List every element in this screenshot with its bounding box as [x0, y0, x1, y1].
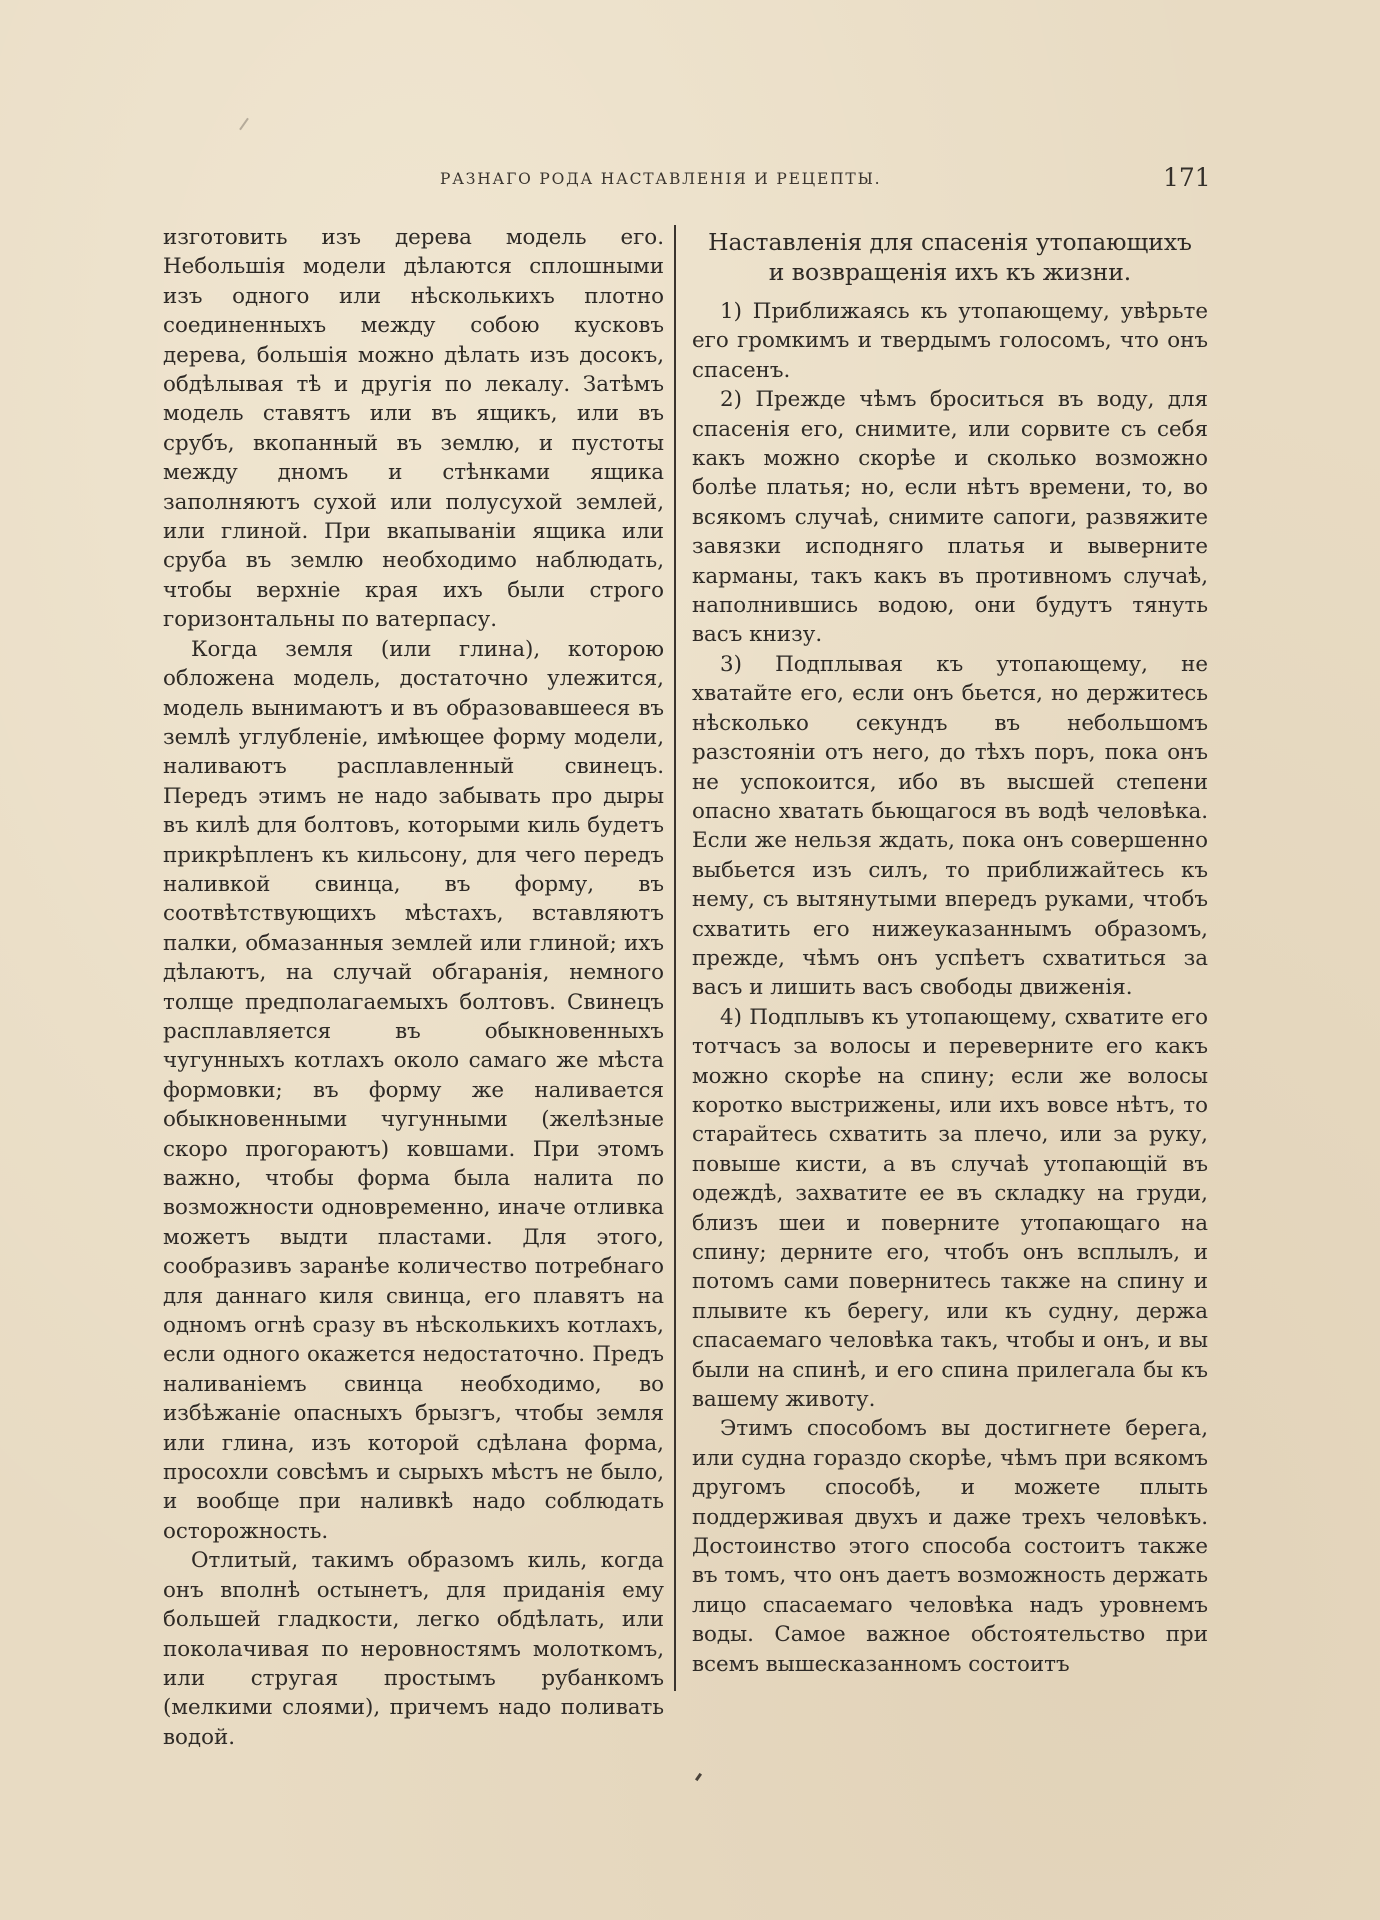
paragraph: 2) Прежде чѣмъ броситься въ воду, для спасенія его, снимите, или сорвите съ себя какъ можно скорѣе и сколько возможно болѣе платья; но, если нѣтъ времени, то, во всякомъ случаѣ, снимите сапоги, развяжите завязки исподняго платья и выверните карманы, такъ какъ въ противномъ случаѣ, наполнившись водою, они будутъ тянуть васъ книзу.: [692, 387, 1208, 648]
paragraph: 4) Подплывъ къ утопающему, схватите его тотчасъ за волосы и переверните его какъ можно скорѣе на спину; если же волосы коротко выстрижены, или ихъ вовсе нѣтъ, то старайтесь схватить за плечо, или за руку, повыше кисти, а въ случаѣ утопающій въ одеждѣ, захватите ее въ складку на груди, близъ шеи и поверните утопающаго на спину; дерните его, чтобъ онъ всплылъ, и потомъ сами повернитесь также на спину и плывите къ берегу, или къ судну, держа спасаемаго человѣка такъ, чтобы и онъ, и вы были на спинѣ, и его спина прилегала бы къ вашему животу.: [692, 1004, 1208, 1413]
page-number: 171: [1163, 163, 1211, 192]
paragraph: изготовить изъ дерева модель его. Небольшія модели дѣлаются сплошными изъ одного или нѣсколькихъ плотно соединенныхъ между собою кусковъ дерева, большія можно дѣлать изъ досокъ, обдѣлывая тѣ и другія по лекалу. Затѣмъ модель ставятъ или въ ящикъ, или въ срубъ, вкопанный въ землю, и пустоты между дномъ и стѣнками ящика заполняютъ сухой или полусухой землей, или глиной. При вкапываніи ящика или сруба въ землю необходимо наблюдать, чтобы верхніе края ихъ были строго горизонтальны по ватерпасу.: [163, 225, 664, 633]
paragraph: Этимъ способомъ вы достигнете берега, или судна гораздо скорѣе, чѣмъ при всякомъ другомъ способѣ, и можете плыть поддерживая двухъ и даже трехъ человѣкъ. Достоинство этого способа состоитъ также въ томъ, что онъ даетъ возможность держать лицо спасаемаго человѣка надъ уровнемъ воды. Самое важное обстоятельство при всемъ вышесказанномъ состоитъ: [692, 1416, 1208, 1677]
paragraph: Когда земля (или глина), которою обложена модель, достаточно улежится, модель вынимаютъ и въ образовавшееся въ землѣ углубленіе, имѣющее форму модели, наливаютъ расплавленный свинецъ. Передъ этимъ не надо забывать про дыры въ килѣ для болтовъ, которыми киль будетъ прикрѣпленъ къ кильсону, для чего передъ наливкой свинца, въ форму, въ соотвѣтствующихъ мѣстахъ, вставляютъ палки, обмазанныя землей или глиной; ихъ дѣлаютъ, на случай обгаранія, немного толще предполагаемыхъ болтовъ. Свинецъ расплавляется въ обыкновенныхъ чугунныхъ котлахъ около самаго же мѣста формовки; въ форму же наливается обыкновенными чугунными (желѣзные скоро прогораютъ) ковшами. При этомъ важно, чтобы форма была налита по возможности одновременно, иначе отливка можетъ выдти пластами. Для этого, сообразивъ заранѣе количество потребнаго для даннаго киля свинца, его плавятъ на одномъ огнѣ сразу въ нѣсколькихъ котлахъ, если одного окажется недостаточно. Предъ наливаніемъ свинца необходимо, во избѣжаніе опасныхъ брызгъ, чтобы земля или глина, изъ которой сдѣлана форма, просохли совсѣмъ и сырыхъ мѣстъ не было, и вообще при наливкѣ надо соблюдать осторожность.: [163, 636, 664, 1544]
section-heading: [692, 227, 1208, 287]
right-column: [692, 223, 1208, 1679]
left-column: [163, 223, 664, 1752]
column-divider: [674, 225, 676, 1691]
section-heading-line: Наставленія для спасенія утопающихъ: [708, 228, 1192, 256]
section-heading-line: и возвращенія ихъ къ жизни.: [768, 258, 1132, 286]
ink-speck: [695, 1773, 702, 1781]
ink-speck: [239, 118, 249, 131]
paragraph: Отлитый, такимъ образомъ киль, когда онъ вполнѣ остынетъ, для приданія ему большей гладкости, легко обдѣлать, или поколачивая по неровностямъ молоткомъ, или стругая простымъ рубанкомъ (мелкими слоями), причемъ надо поливать водой.: [163, 1548, 664, 1750]
paragraph: 3) Подплывая къ утопающему, не хватайте его, если онъ бьется, но держитесь нѣсколько секундъ въ небольшомъ разстояніи отъ него, до тѣхъ поръ, пока онъ не успокоится, ибо въ высшей степени опасно хватать бьющагося въ водѣ человѣка. Если же нельзя ждать, пока онъ совершенно выбьется изъ силъ, то приближайтесь къ нему, съ вытянутыми впередъ руками, чтобъ схватить его нижеуказаннымъ образомъ, прежде, чѣмъ онъ успѣетъ схватиться за васъ и лишить васъ свободы движенія.: [692, 651, 1208, 1001]
running-head: РАЗНАГО РОДА НАСТАВЛЕНІЯ И РЕЦЕПТЫ.: [440, 170, 882, 188]
paragraph: 1) Приближаясь къ утопающему, увѣрьте его громкимъ и твердымъ голосомъ, что онъ спасенъ.: [692, 299, 1208, 383]
